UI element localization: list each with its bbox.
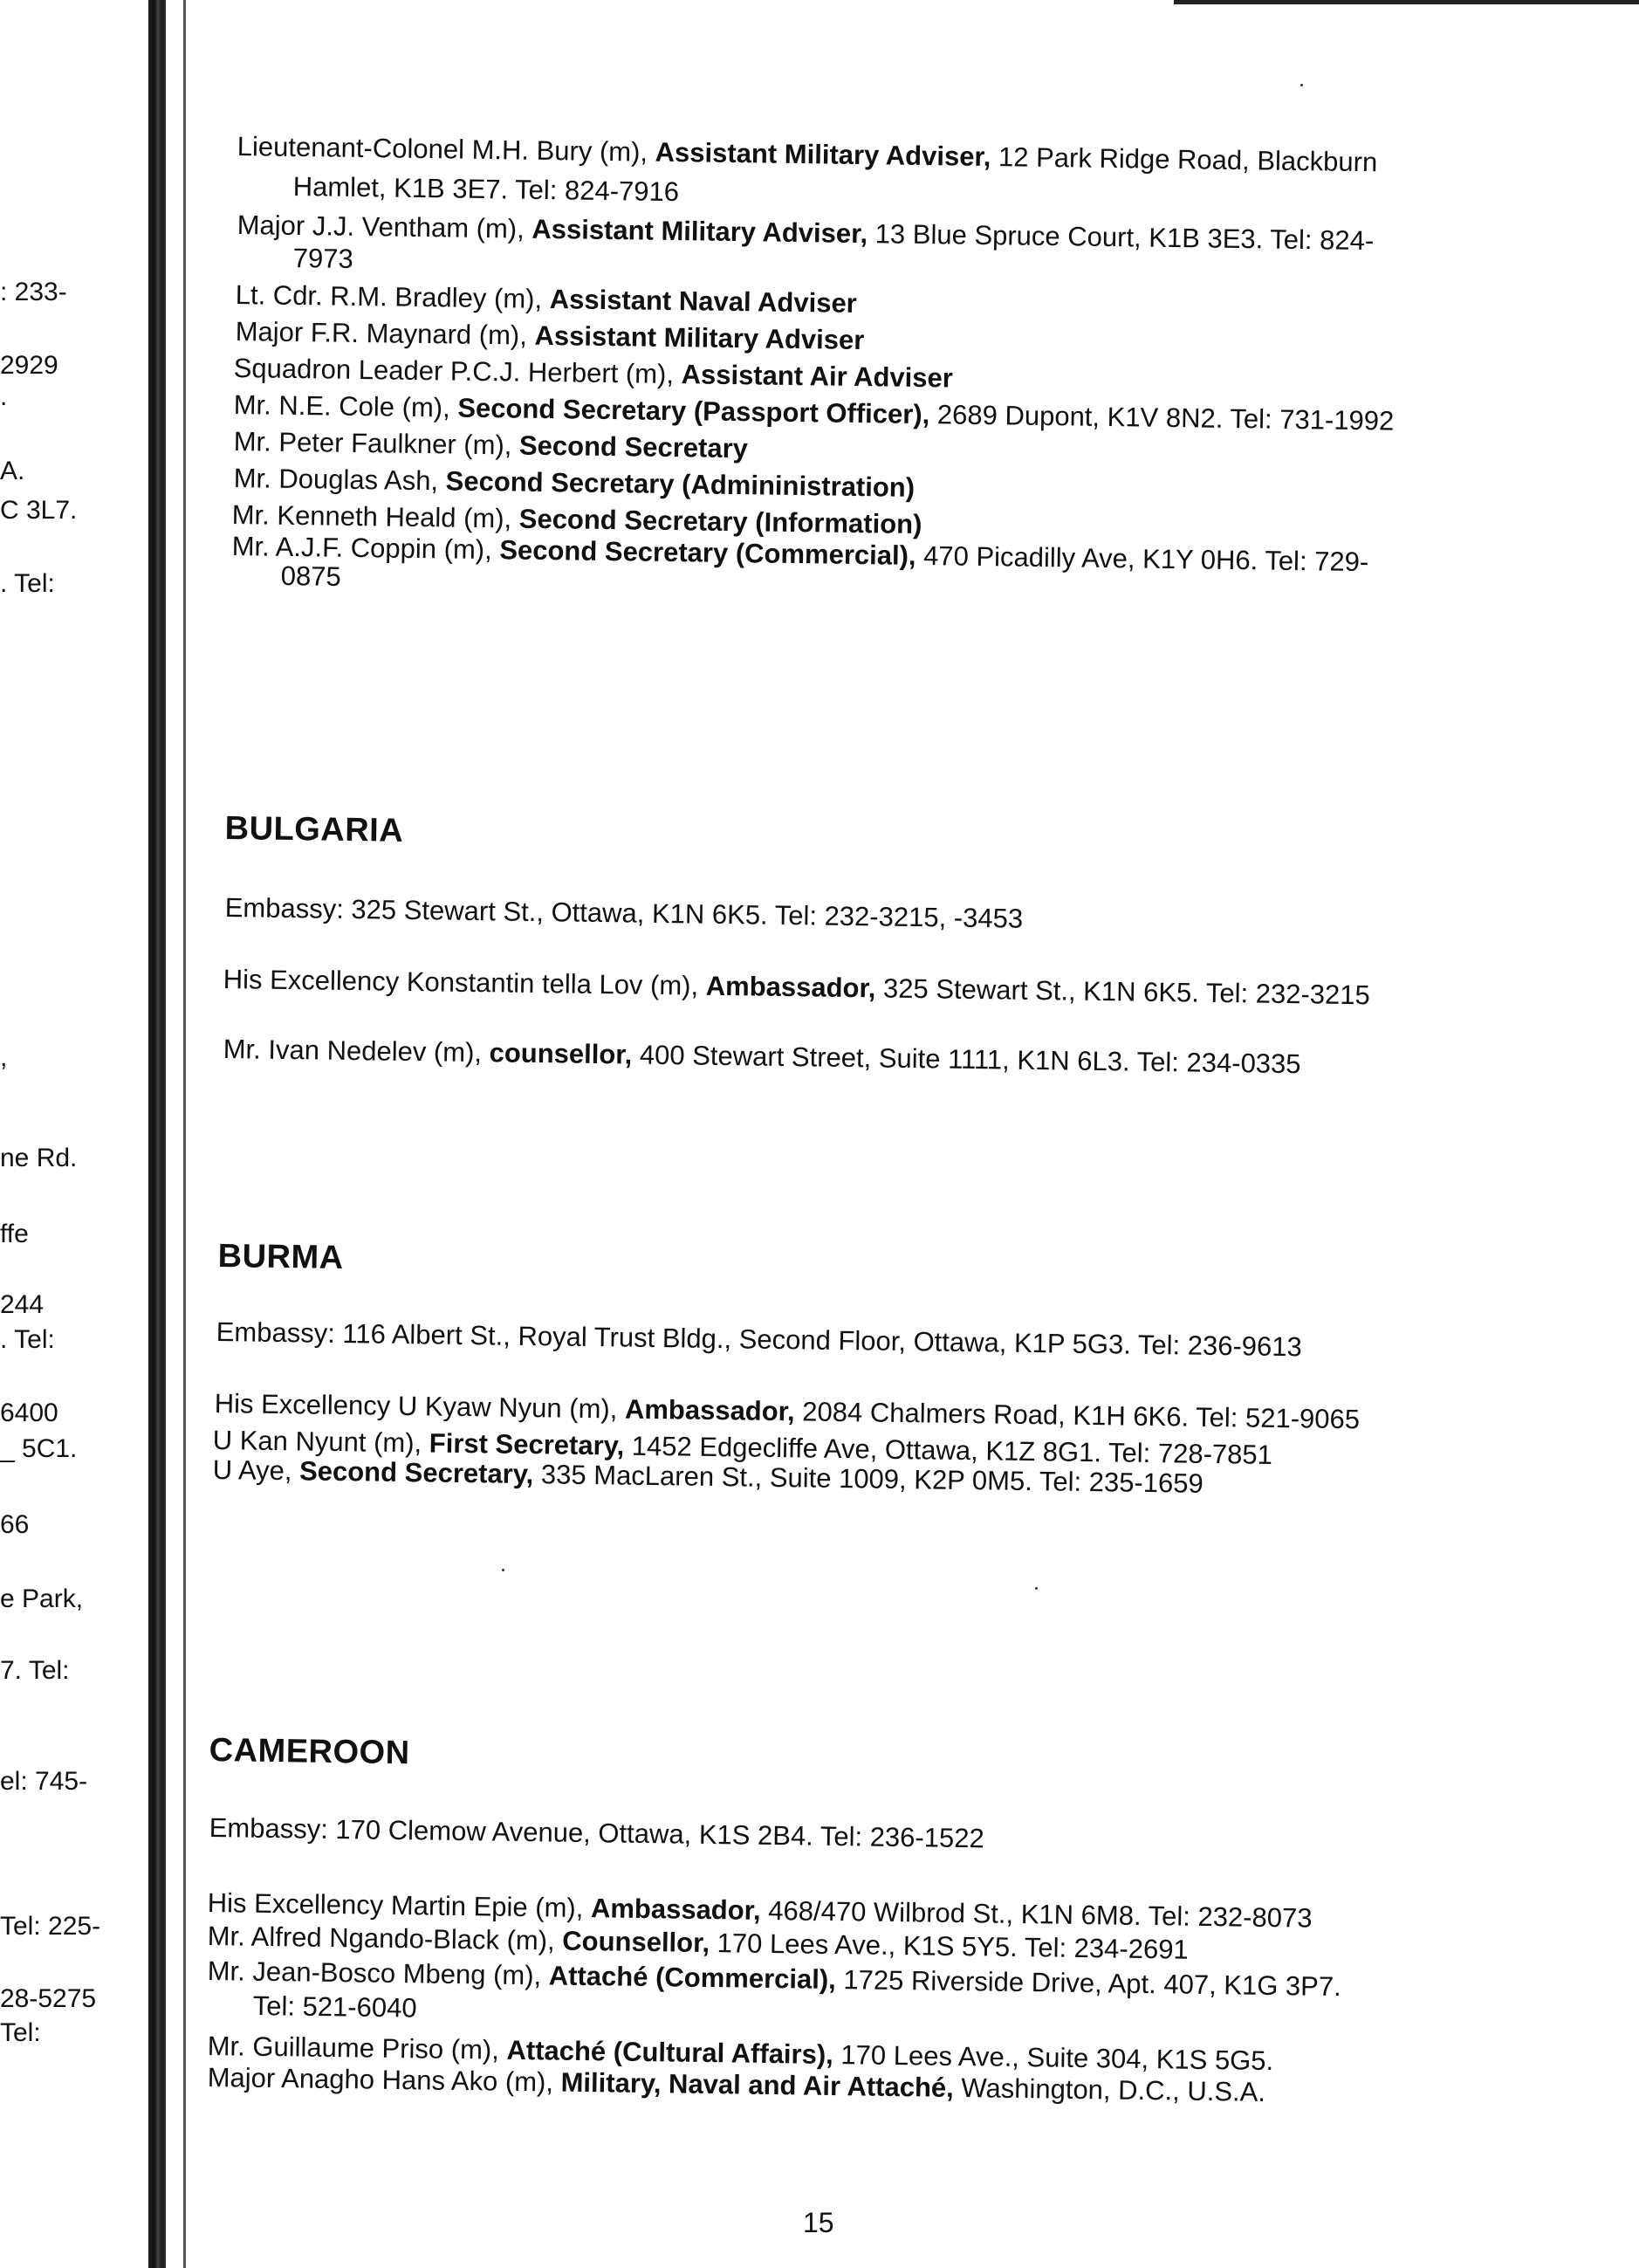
left-fragment: , <box>0 1043 8 1072</box>
entry-line: Mr. Kenneth Heald (m), Second Secretary (Information) <box>231 499 922 540</box>
left-fragment: ffe <box>0 1220 29 1248</box>
page-number: 15 <box>803 2207 834 2238</box>
entry-line: Mr. Ivan Nedelev (m), counsellor, 400 Stewart Street, Suite 1111, K1N 6L3. Tel: 234-0335 <box>223 1034 1301 1080</box>
entry-line: U Aye, Second Secretary, 335 MacLaren St., Suite 1009, K2P 0M5. Tel: 235-1659 <box>212 1454 1204 1499</box>
entry-line: U Kan Nyunt (m), First Secretary, 1452 Edgecliffe Ave, Ottawa, K1Z 8G1. Tel: 728-7851 <box>212 1425 1273 1470</box>
left-fragment: el: 745- <box>0 1767 88 1796</box>
left-fragment: : 233- <box>0 278 67 306</box>
left-fragment: 6400 <box>0 1399 58 1427</box>
left-fragment: . Tel: <box>0 569 55 598</box>
entry-line: Major J.J. Ventham (m), Assistant Military Adviser, 13 Blue Spruce Court, K1B 3E3. Tel: 824- <box>237 210 1375 257</box>
scan-speck <box>1035 1587 1038 1590</box>
top-rule <box>1174 0 1639 4</box>
embassy-address: Embassy: 116 Albert St., Royal Trust Bldg., Second Floor, Ottawa, K1P 5G3. Tel: 236-9613 <box>216 1316 1303 1363</box>
left-fragment: A. <box>0 457 25 485</box>
entry-line: Lt. Cdr. R.M. Bradley (m), Assistant Naval Adviser <box>235 279 858 319</box>
entry-line: Mr. Guillaume Priso (m), Attaché (Cultural Affairs), 170 Lees Ave., Suite 304, K1S 5G5. <box>207 2031 1274 2077</box>
scan-speck <box>1300 84 1303 86</box>
entry-line: Mr. Douglas Ash, Second Secretary (Admininistration) <box>233 463 916 503</box>
left-fragment: 28-5275 <box>0 1984 97 2013</box>
left-fragment: 244 <box>0 1290 45 1319</box>
left-fragment: . Tel: <box>0 1325 55 1354</box>
embassy-address: Embassy: 325 Stewart St., Ottawa, K1N 6K5. Tel: 232-3215, -3453 <box>224 892 1024 934</box>
entry-line: Squadron Leader P.C.J. Herbert (m), Assistant Air Adviser <box>233 353 954 394</box>
entry-line: 0875 <box>280 560 341 592</box>
left-fragment: _ 5C1. <box>0 1434 78 1463</box>
entry-line: Mr. Jean-Bosco Mbeng (m), Attaché (Commercial), 1725 Riverside Drive, Apt. 407, K1G 3P7. <box>207 1955 1341 2003</box>
binding-spine <box>148 0 166 2268</box>
entry-line: His Excellency U Kyaw Nyun (m), Ambassador, 2084 Chalmers Road, K1H 6K6. Tel: 521-9065 <box>214 1388 1361 1435</box>
left-fragment: C 3L7. <box>0 496 78 525</box>
entry-line: Mr. A.J.F. Coppin (m), Second Secretary (Commercial), 470 Picadilly Ave, K1Y 0H6. Tel: 729- <box>231 531 1369 578</box>
section-heading: BURMA <box>217 1238 344 1277</box>
left-fragment: ne Rd. <box>0 1144 78 1172</box>
scan-speck <box>502 1569 504 1571</box>
section-heading: CAMEROON <box>209 1732 410 1772</box>
section-heading: BULGARIA <box>224 810 404 849</box>
entry-line: Lieutenant-Colonel M.H. Bury (m), Assistant Military Adviser, 12 Park Ridge Road, Blackburn <box>237 131 1378 178</box>
entry-line: Tel: 521-6040 <box>252 1990 417 2024</box>
entry-line: Hamlet, K1B 3E7. Tel: 824-7916 <box>292 171 680 208</box>
entry-line: His Excellency Martin Epie (m), Ambassador, 468/470 Wilbrod St., K1N 6M8. Tel: 232-8073 <box>207 1887 1313 1934</box>
entry-line: Mr. Peter Faulkner (m), Second Secretary <box>233 426 749 464</box>
binding-edge <box>183 0 186 2268</box>
entry-line: Mr. Alfred Ngando-Black (m), Counsellor, 170 Lees Ave., K1S 5Y5. Tel: 234-2691 <box>207 1921 1189 1965</box>
entry-line: Major Anagho Hans Ako (m), Military, Naval and Air Attaché, Washington, D.C., U.S.A. <box>207 2062 1266 2107</box>
left-fragment: e Park, <box>0 1584 84 1613</box>
left-fragment: Tel: <box>0 2018 41 2047</box>
left-fragment: 66 <box>0 1510 30 1539</box>
entry-line: Mr. N.E. Cole (m), Second Secretary (Passport Officer), 2689 Dupont, K1V 8N2. Tel: 731-1992 <box>233 389 1395 436</box>
entry-line: 7973 <box>292 243 353 274</box>
left-fragment: . <box>0 382 8 411</box>
entry-line: Major F.R. Maynard (m), Assistant Military Adviser <box>235 316 865 356</box>
left-fragment: 2929 <box>0 351 58 380</box>
left-fragment: Tel: 225- <box>0 1912 101 1941</box>
left-fragment: 7. Tel: <box>0 1656 70 1685</box>
embassy-address: Embassy: 170 Clemow Avenue, Ottawa, K1S 2B4. Tel: 236-1522 <box>209 1812 984 1854</box>
entry-line: His Excellency Konstantin tella Lov (m), Ambassador, 325 Stewart St., K1N 6K5. Tel: 232-3215 <box>223 964 1371 1011</box>
